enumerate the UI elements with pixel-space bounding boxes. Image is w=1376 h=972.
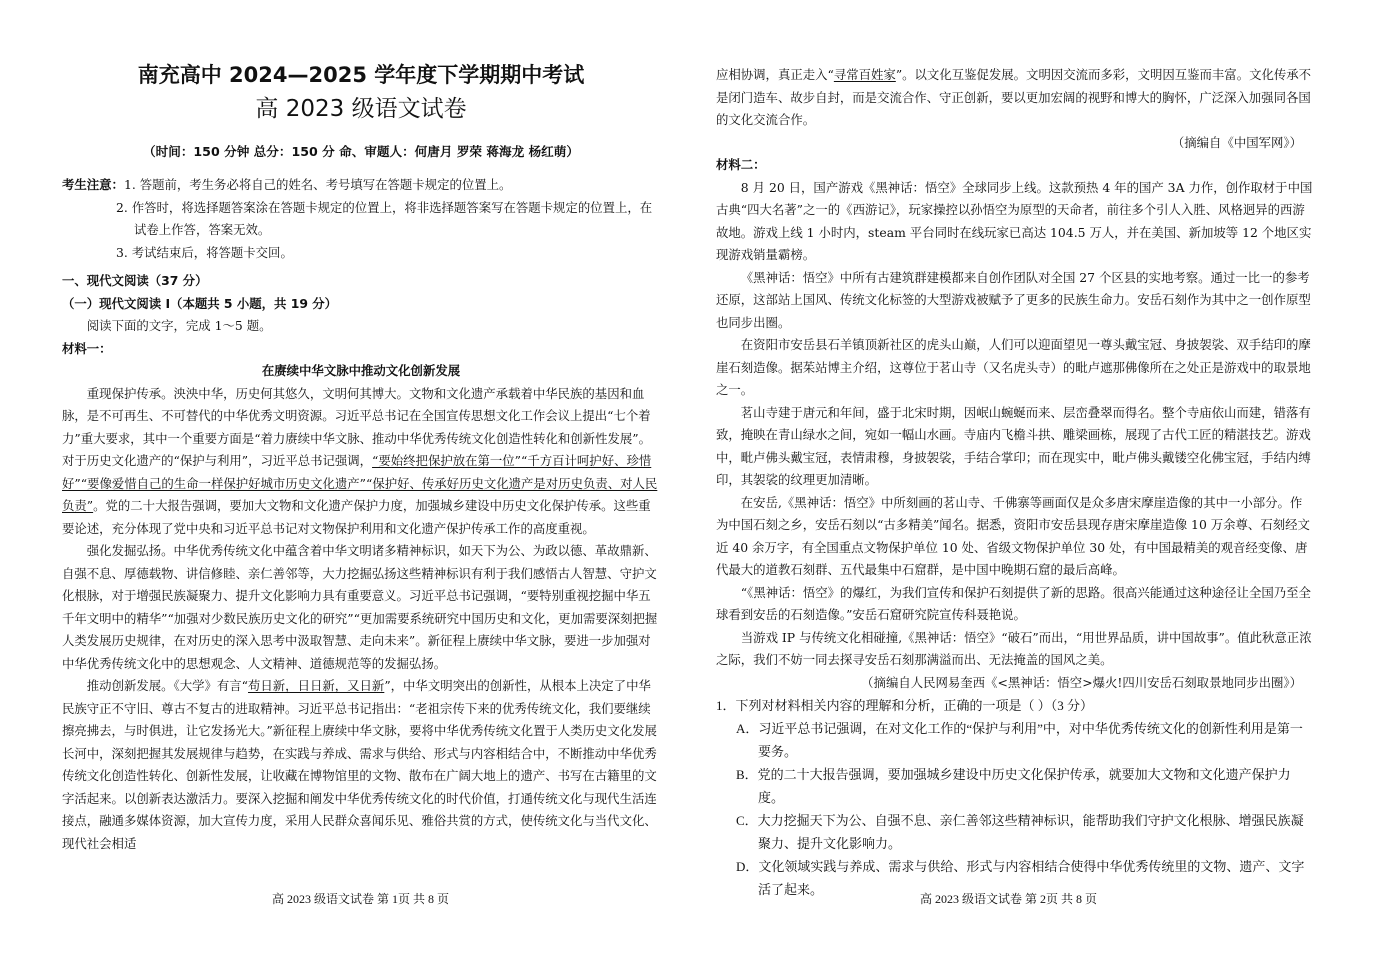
exam-subtitle: 高 2023 级语文试卷	[255, 96, 467, 122]
notice-item-1: 1. 答题前，考生务必将自己的姓名、考号填写在答题卡规定的位置上。	[123, 177, 512, 192]
right-content	[716, 64, 1314, 901]
notice-item-3: 3. 考试结束后，将答题卡交回。	[116, 244, 293, 260]
material2-paragraph-5: 在安岳,《黑神话：悟空》中所刻画的茗山寺、千佛寨等画面仅是众多唐宋摩崖造像的其中一小部分。作为中国石刻之乡，安岳石刻以“古多精美”闻名。据悉，资阳市安岳县现存唐宋摩崖造像 10 万余尊、石刻经文近 40 余万字，有全国重点文物保护单位 10 处、省级文物保护单位 30 处，有中国最精美的观音经变像、唐代最大的道教石刻群、五代最集中石窟群，是中国中晚期石窟的最后高峰。	[716, 494, 1310, 577]
article-title: 在赓续中华文脉中推动文化创新发展	[261, 363, 461, 378]
material2-paragraph-1: 8 月 20 日，国产游戏《黑神话：悟空》全球同步上线。这款预热 4 年的国产 3A 力作，创作取材于中国古典“四大名著”之一的《西游记》，玩家操控以孙悟空为原型的天命者，前往多个引人入胜、风格迥异的西游故地。游戏上线 1 小时内，steam 平台同时在线玩家已高达 104.5 万人，并在美国、新加坡等 12 个地区实现游戏销量霸榜。	[716, 179, 1313, 262]
material2-paragraph-4: 茗山寺建于唐元和年间，盛于北宋时期，因岷山蜿蜒而来、层峦叠翠而得名。整个寺庙依山而建，错落有致，掩映在青山绿水之间，宛如一幅山水画。寺庙内飞檐斗拱、雕梁画栋，展现了古代工匠的精湛技艺。游戏中，毗卢佛头戴宝冠，表情肃穆，身披袈裟，手结合掌印；而在现实中，毗卢佛头戴镂空化佛宝冠，手结内缚印，其袈裟的纹理更加清晰。	[716, 404, 1311, 487]
material2-label: 材料二：	[716, 157, 766, 172]
option-d: D．文化领域实践与养成、需求与供给、形式与内容相结合使得中华优秀传统里的文物、遗产、文字活了起来。	[736, 859, 1305, 897]
p1-underlined: “要始终把保护放在第一位”“千方百计呵护好、珍惜好”“要像爱惜自己的生命一样保护好城市历史文化遗产”“保护好、传承好历史文化遗产是对历史负责、对人民负责”	[62, 453, 658, 513]
material1-paragraph-2: 强化发掘弘扬。中华优秀传统文化中蕴含着中华文明诸多精神标识，如天下为公、为政以德、革故鼎新、自强不息、厚德载物、讲信修睦、亲仁善邻等，大力挖掘弘扬这些精神标识有利于我们感悟古人智慧、守护文化根脉，对于增强民族凝聚力、提升文化影响力具有重要意义。习近平总书记强调，“要特别重视挖掘中华五千年文明中的精华”“加强对少数民族历史文化的研究”“更加需要系统研究中国历史和文化，更加需要深刻把握人类发展历史规律，在对历史的深入思考中汲取智慧、走向未来”。新征程上赓续中华文脉，要进一步加强对中华优秀传统文化中的思想观念、人文精神、道德规范等的发掘弘扬。	[62, 543, 658, 671]
material2-paragraph-3: 在资阳市安岳县石羊镇顶新社区的虎头山巅，人们可以迎面望见一尊头戴宝冠、身披袈裟、双手结印的摩崖石刻造像。据茱站博主介绍，这尊位于茗山寺（又名虎头寺）的毗卢遮那佛像所在之处正是游戏中的取景地之一。	[716, 337, 1311, 397]
material2-paragraph-6: “《黑神话：悟空》的爆红，为我们宣传和保护石刻提供了新的思路。很高兴能通过这种途径让全国乃至全球看到安岳的石刻造像。”安岳石窟研究院宣传科聂艳说。	[716, 584, 1311, 622]
material2-paragraph-7: 当游戏 IP 与传统文化相碰撞,《黑神话：悟空》“破石”而出，“用世界品质，讲中国故事”。值此秋意正浓之际，我们不妨一同去探寻安岳石刻那满溢而出、无法掩盖的国风之美。	[716, 629, 1312, 667]
question-1: 1．下列对材料相关内容的理解和分析，正确的一项是（ ）（3 分）	[716, 698, 1094, 713]
section-subheading: （一）现代文阅读 I（本题共 5 小题，共 19 分）	[62, 295, 338, 311]
section-heading: 一、现代文阅读（37 分）	[62, 273, 208, 288]
cont-text-a: 应相协调，真正走入“	[716, 67, 834, 82]
notice-block	[62, 174, 660, 264]
p1-text-b: 。党的二十大报告强调，要加大文物和文化遗产保护力度，加强城乡建设中历史文化保护传承。这些重要论述，充分体现了党中央和习近平总书记对文物保护利用和文化遗产保护传承工作的高度重视。	[62, 498, 651, 536]
material1-paragraph-1	[62, 383, 660, 541]
material2-paragraph-2: 《黑神话：悟空》中所有古建筑群建模都来自创作团队对全国 27 个区县的实地考察。通过一比一的参考还原，这部站上国风、传统文化标签的大型游戏被赋予了更多的民族生命力。安岳石刻作为其中之一创作原型也同步出圈。	[716, 269, 1311, 330]
footer-left: 高 2023 级语文试卷 第 1页 共 8 页	[272, 892, 450, 906]
p1-text-a: 重现保护传承。泱泱中华，历史何其悠久，文明何其博大。文物和文化遗产承载着中华民族的基因和血脉，是不可再生、不可替代的中华优秀文明资源。习近平总书记在全国宣传思想文化工作会议上提出“七个着力”重大要求，其中一个重要方面是“着力赓续中华文脉、推动中华优秀传统文化创造性转化和创新性发展”。对于历史文化遗产的“保护与利用”，习近平总书记强调，	[62, 385, 651, 468]
instruction: 阅读下面的文字，完成 1～5 题。	[86, 318, 272, 333]
cont-text-b: ”。以文化互鉴促发展。文明因交流而多彩，文明因互鉴而丰富。文化传承不是闭门造车、故步自封，而是交流合作、守正创新，要以更加宏阔的视野和博大的胸怀，广泛深入加强同各国的文化交流合作。	[716, 67, 1312, 127]
exam-meta: （时间：150 分钟 总分：150 分 命、审题人：何唐月 罗荣 蒋海龙 杨红萌）	[143, 144, 579, 159]
p3-underlined: 苟日新，日日新，又日新	[248, 678, 385, 693]
material1-paragraph-3	[62, 675, 660, 855]
cont-underlined: 寻常百姓家	[833, 67, 896, 82]
option-a: A．习近平总书记强调，在对文化工作的“保护与利用”中，对中华优秀传统文化的创新性利用是第一要务。	[736, 721, 1303, 759]
notice-label: 考生注意：	[62, 177, 124, 192]
section-block	[62, 270, 660, 855]
p3-text-a: 推动创新发展。《大学》有言“	[86, 678, 249, 693]
option-b: B．党的二十大报告强调，要加强城乡建设中历史文化保护传承，就要加大文物和文化遗产保护力度。	[736, 767, 1291, 805]
p3-text-b: ”，中华文明突出的创新性，从根本上决定了中华民族守正不守旧、尊古不复古的进取精神。习近平总书记指出：“老祖宗传下来的优秀传统文化，我们要继续擦亮拂去，与时俱进，让它发扬光大。”新征程上赓续中华文脉，要将中华优秀传统文化置于人类历史文化发展长河中，深刻把握其发展规律与趋势，在实践与养成、需求与供给、形式与内容相结合中，不断推动中华优秀传统文化创造性转化、创新性发展，让收藏在博物馆里的文物、散布在广阔大地上的遗产、书写在古籍里的文字活起来。以创新表达激活力。要深入挖掘和阐发中华优秀传统文化的时代价值，打通传统文化与现代生活连接点，融通多媒体资源，加大宣传力度，采用人民群众喜闻乐见、雅俗共赏的方式，使传统文化与当代文化、现代社会相适	[62, 678, 657, 851]
option-c: C．大力挖掘天下为公、自强不息、亲仁善邻这些精神标识，能帮助我们守护文化根脉、增强民族凝聚力、提升文化影响力。	[736, 813, 1304, 851]
notice-item-2: 2. 作答时，将选择题答案涂在答题卡规定的位置上，将非选择题答案写在答题卡规定的位置上，在试卷上作答，答案无效。	[116, 199, 653, 237]
source-2: （摘编自人民网易奎西《<黑神话：悟空>爆火!四川安岳石刻取景地同步出圈》）	[861, 674, 1302, 690]
footer-right: 高 2023 级语文试卷 第 2页 共 8 页	[920, 892, 1098, 906]
exam-title: 南充高中 2024—2025 学年度下学期期中考试	[137, 63, 585, 87]
material1-continuation	[716, 64, 1314, 132]
material1-label: 材料一：	[62, 340, 112, 356]
source-1: （摘编自《中国军网》）	[1171, 134, 1302, 150]
